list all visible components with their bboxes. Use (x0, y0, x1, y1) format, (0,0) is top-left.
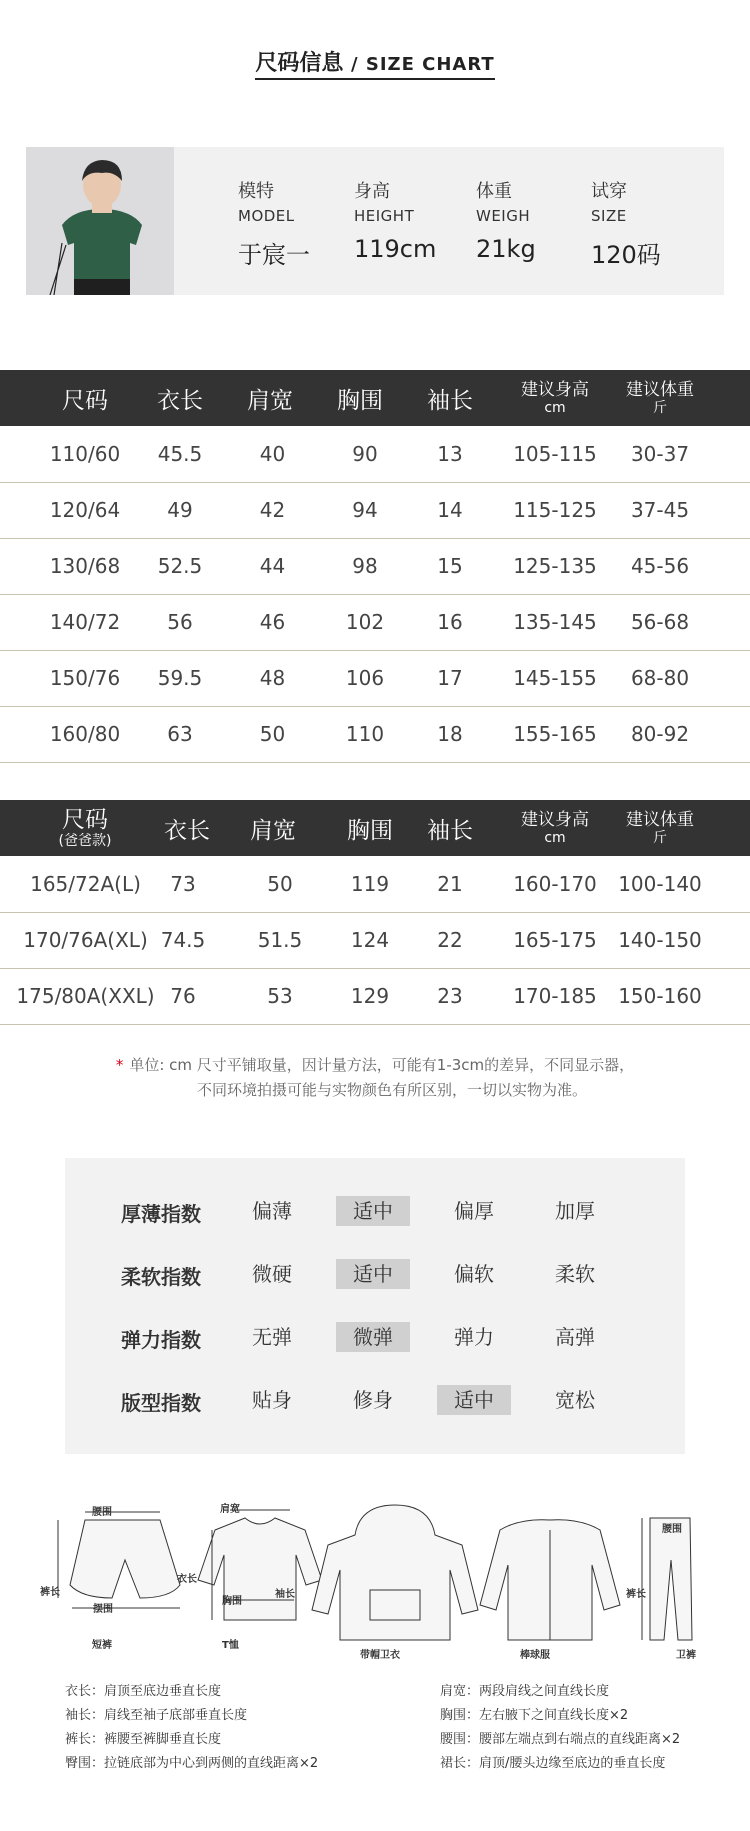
height-label-en: HEIGHT (354, 207, 415, 225)
table-cell: 16 (437, 610, 463, 634)
index-option: 加厚 (555, 1199, 595, 1223)
table-cell: 15 (437, 554, 463, 578)
header-dad-size: 尺码 (爸爸款) (58, 807, 112, 849)
table-cell: 94 (352, 498, 378, 522)
table-cell: 45-56 (630, 554, 690, 578)
table-cell: 140/72 (49, 610, 121, 634)
table-cell: 59.5 (157, 666, 203, 690)
index-option: 偏软 (454, 1262, 494, 1286)
title-cn: 尺码信息 (255, 51, 344, 76)
index-option: 修身 (353, 1388, 393, 1412)
table-cell: 150-160 (618, 984, 702, 1008)
header-size: 尺码 (62, 387, 108, 414)
measurement-note (0, 1053, 750, 1103)
table-row (0, 968, 750, 1025)
table-cell: 106 (345, 666, 385, 690)
tshirt-length-label: 衣长 (177, 1574, 197, 1585)
model-weight-col (476, 177, 536, 263)
weight-label-en: WEIGH (476, 207, 531, 225)
table-cell: 160/80 (49, 722, 121, 746)
note-star: * (115, 1056, 124, 1074)
header-chest: 胸围 (337, 387, 383, 414)
table-cell: 50 (259, 722, 286, 746)
index-option: 无弹 (252, 1325, 292, 1349)
index-option: 弹力 (454, 1325, 494, 1349)
table-cell: 22 (437, 928, 463, 952)
index-option-selected: 适中 (336, 1259, 410, 1289)
table-row (0, 650, 750, 707)
table-row (0, 856, 750, 913)
note-line-2: 不同环境拍摄可能与实物颜色有所区别，一切以实物为准。 (196, 1081, 587, 1099)
pants-caption: 卫裤 (676, 1650, 696, 1661)
table-cell: 98 (352, 554, 378, 578)
index-option: 微硬 (252, 1262, 292, 1286)
table-cell: 129 (350, 984, 390, 1008)
definition-item: 臀围：拉链底部为中心到两侧的直线距离×2 (65, 1756, 319, 1771)
table-row (0, 482, 750, 539)
header-dad-rec-weight: 建议体重 斤 (626, 809, 694, 846)
table-cell: 150/76 (49, 666, 121, 690)
table-cell: 165-175 (513, 928, 597, 952)
dad-size-table-header (0, 800, 750, 856)
height-value: 119cm (354, 235, 437, 263)
table-cell: 40 (259, 442, 286, 466)
table-cell: 42 (259, 498, 286, 522)
definitions-right (440, 1680, 680, 1776)
garment-diagrams (30, 1490, 730, 1670)
definition-item: 腰围：腰部左端点到右端点的直线距离×2 (440, 1732, 681, 1747)
table-row (0, 538, 750, 595)
index-label: 厚薄指数 (121, 1202, 201, 1226)
header-dad-chest: 胸围 (347, 817, 393, 844)
table-cell: 14 (437, 498, 463, 522)
header-dad-length: 衣长 (164, 817, 210, 844)
table-cell: 170/76A(XL) (23, 928, 148, 952)
definition-item: 肩宽：两段肩线之间直线长度 (440, 1684, 610, 1699)
table-cell: 140-150 (618, 928, 702, 952)
index-option-selected: 适中 (437, 1385, 511, 1415)
table-cell: 74.5 (160, 928, 206, 952)
index-option-selected: 微弹 (336, 1322, 410, 1352)
tshirt-shoulder-label: 肩宽 (220, 1504, 240, 1515)
table-cell: 63 (167, 722, 193, 746)
table-cell: 80-92 (630, 722, 690, 746)
title-en: / SIZE CHART (351, 54, 495, 75)
table-cell: 17 (437, 666, 463, 690)
pants-waist-label: 腰围 (662, 1524, 682, 1535)
table-cell: 115-125 (513, 498, 597, 522)
size-label-cn: 试穿 (591, 181, 627, 202)
model-height-col (354, 177, 436, 263)
note-line-1: 单位: cm 尺寸平铺取量，因计量方法，可能有1-3cm的差异，不同显示器， (129, 1056, 635, 1074)
table-cell: 48 (259, 666, 286, 690)
model-name-col (238, 177, 310, 270)
table-cell: 160-170 (513, 872, 597, 896)
table-cell: 170-185 (513, 984, 597, 1008)
table-cell: 130/68 (49, 554, 121, 578)
definitions-left (65, 1680, 318, 1776)
model-photo (26, 147, 174, 295)
table-cell: 175/80A(XXL) (16, 984, 155, 1008)
table-cell: 110 (345, 722, 385, 746)
index-option: 偏厚 (454, 1199, 494, 1223)
index-option-selected: 适中 (336, 1196, 410, 1226)
index-option: 宽松 (555, 1388, 595, 1412)
index-label: 版型指数 (121, 1391, 201, 1415)
table-cell: 73 (170, 872, 196, 896)
table-cell: 53 (267, 984, 293, 1008)
index-option: 高弹 (555, 1325, 595, 1349)
shorts-length-label: 裤长 (40, 1587, 60, 1598)
index-label: 弹力指数 (121, 1328, 201, 1352)
definition-item: 胸围：左右腋下之间直线长度×2 (440, 1708, 629, 1723)
table-cell: 18 (437, 722, 463, 746)
table-row (0, 594, 750, 651)
table-cell: 135-145 (513, 610, 597, 634)
table-cell: 51.5 (257, 928, 303, 952)
index-label: 柔软指数 (121, 1265, 201, 1289)
header-dad-sleeve: 袖长 (427, 817, 473, 844)
table-cell: 68-80 (630, 666, 690, 690)
index-option: 贴身 (252, 1388, 292, 1412)
weight-label-cn: 体重 (476, 181, 512, 202)
table-row (0, 426, 750, 483)
table-cell: 119 (350, 872, 390, 896)
height-label-cn: 身高 (354, 181, 390, 202)
table-cell: 105-115 (513, 442, 597, 466)
table-cell: 56-68 (630, 610, 690, 634)
shorts-waist-label: 腰围 (92, 1507, 112, 1518)
table-cell: 90 (352, 442, 378, 466)
jacket-caption: 棒球服 (520, 1650, 550, 1661)
table-cell: 49 (167, 498, 193, 522)
hoodie-caption: 带帽卫衣 (360, 1650, 400, 1661)
model-name-value: 于宸一 (238, 241, 310, 269)
table-cell: 120/64 (49, 498, 121, 522)
table-cell: 155-165 (513, 722, 597, 746)
index-option: 偏薄 (252, 1199, 292, 1223)
table-cell: 145-155 (513, 666, 597, 690)
table-cell: 102 (345, 610, 385, 634)
shorts-caption: 短裤 (92, 1640, 112, 1651)
model-size-col (591, 177, 661, 270)
table-cell: 46 (259, 610, 286, 634)
header-rec-height: 建议身高 cm (521, 379, 589, 416)
header-shoulder: 肩宽 (247, 387, 293, 414)
table-row (0, 912, 750, 969)
table-cell: 45.5 (157, 442, 203, 466)
fabric-index-panel (65, 1158, 685, 1454)
model-label-en: MODEL (238, 207, 295, 225)
table-cell: 56 (167, 610, 193, 634)
tshirt-chest-label: 胸围 (222, 1596, 242, 1607)
weight-value: 21kg (476, 235, 536, 263)
definition-item: 裤长：裤腰至裤脚垂直长度 (65, 1732, 222, 1747)
header-sleeve: 袖长 (427, 387, 473, 414)
size-table-header (0, 370, 750, 426)
table-cell: 50 (267, 872, 293, 896)
table-cell: 52.5 (157, 554, 203, 578)
table-cell: 44 (259, 554, 286, 578)
model-label-cn: 模特 (238, 181, 274, 202)
header-rec-weight: 建议体重 斤 (626, 379, 694, 416)
table-cell: 76 (170, 984, 196, 1008)
tshirt-sleeve-label: 袖长 (275, 1589, 295, 1600)
size-value: 120码 (591, 241, 661, 269)
table-cell: 13 (437, 442, 463, 466)
table-cell: 100-140 (618, 872, 702, 896)
size-label-en: SIZE (591, 207, 627, 225)
table-row (0, 706, 750, 763)
table-cell: 30-37 (630, 442, 690, 466)
shorts-hip-label: 摆围 (93, 1604, 113, 1615)
definition-item: 裙长：肩顶/腰头边缘至底边的垂直长度 (440, 1756, 666, 1771)
header-length: 衣长 (157, 387, 203, 414)
table-cell: 21 (437, 872, 463, 896)
model-card (26, 147, 724, 295)
definition-item: 衣长：肩顶至底边垂直长度 (65, 1684, 222, 1699)
page-title (0, 46, 750, 77)
tshirt-caption: T恤 (222, 1640, 239, 1651)
table-cell: 23 (437, 984, 463, 1008)
table-cell: 110/60 (49, 442, 121, 466)
table-cell: 125-135 (513, 554, 597, 578)
table-cell: 37-45 (630, 498, 690, 522)
header-dad-shoulder: 肩宽 (250, 817, 296, 844)
pants-length-label: 裤长 (626, 1589, 646, 1600)
index-option: 柔软 (555, 1262, 595, 1286)
table-cell: 124 (350, 928, 390, 952)
table-cell: 165/72A(L) (30, 872, 141, 896)
definition-item: 袖长：肩线至袖子底部垂直长度 (65, 1708, 248, 1723)
header-dad-rec-height: 建议身高 cm (521, 809, 589, 846)
